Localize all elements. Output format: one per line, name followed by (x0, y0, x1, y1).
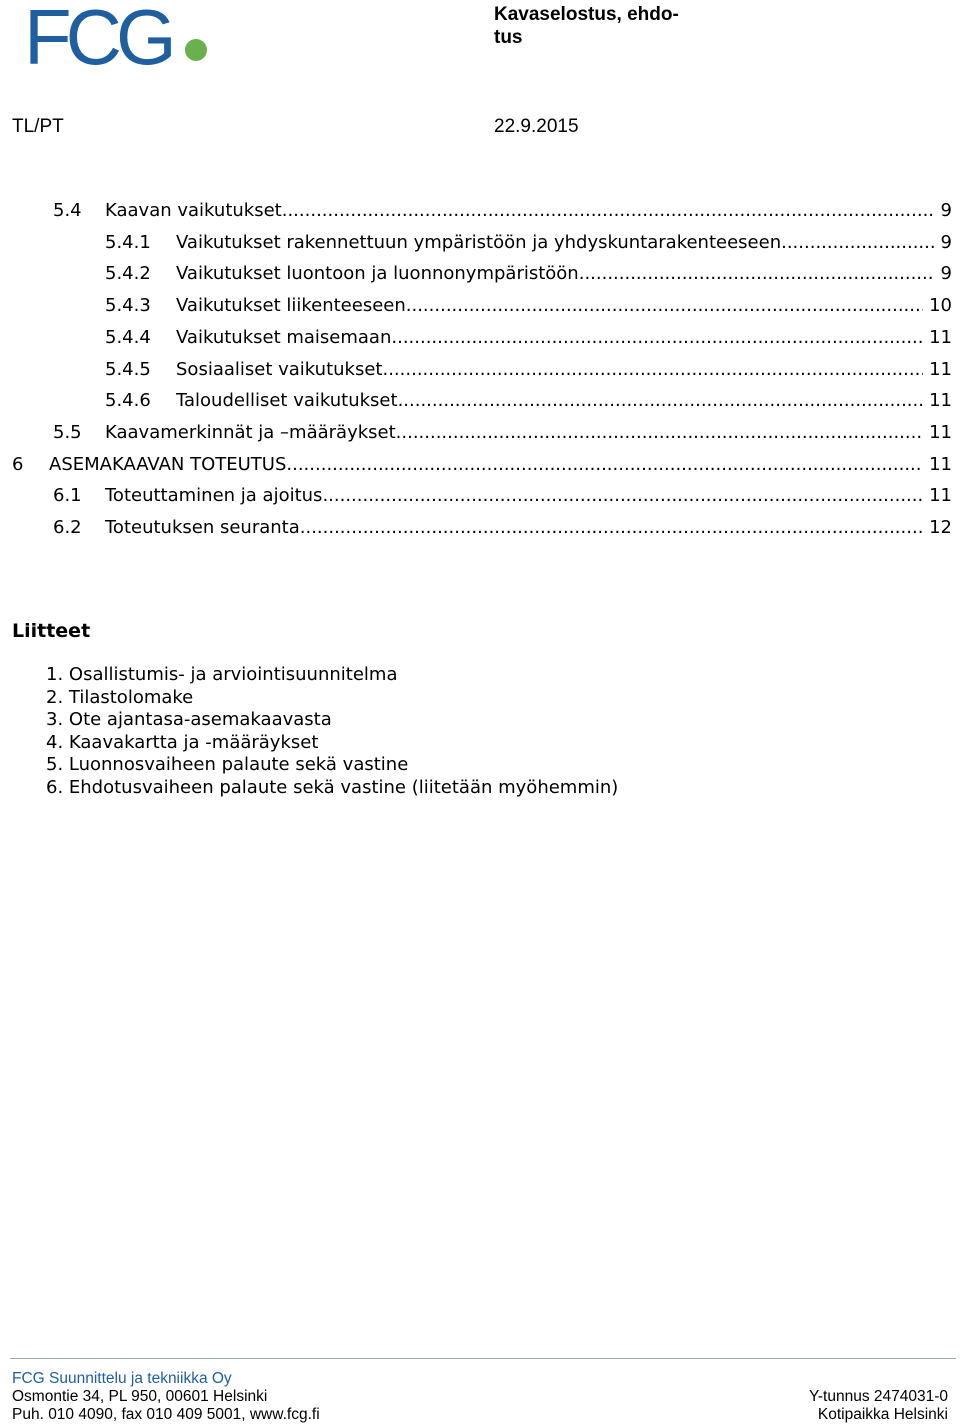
document-title-line2: tus (494, 27, 523, 48)
toc-entry[interactable] (105, 359, 952, 389)
toc-entry-title: Kaavan vaikutukset (105, 200, 282, 221)
document-date: 22.9.2015 (494, 116, 579, 137)
toc-entry-number: 5.4.1 (105, 231, 151, 253)
toc-leader-dots (286, 454, 923, 475)
appendix-item: 3. Ote ajantasa-asemakaavasta (46, 709, 332, 731)
appendix-item: 4. Kaavakartta ja -määräykset (46, 731, 319, 753)
toc-entry-page: 11 (929, 326, 952, 348)
toc-leader-dots (579, 263, 935, 284)
toc-entry-page: 11 (929, 485, 952, 507)
toc-entry[interactable] (53, 517, 952, 547)
toc-entry-title: Sosiaaliset vaikutukset (176, 358, 383, 380)
appendices-heading: Liitteet (12, 620, 91, 642)
toc-entry-page: 9 (940, 231, 952, 253)
toc-leader-dots (322, 485, 923, 506)
toc-leader-dots (781, 232, 934, 253)
toc-leader-dots (391, 327, 923, 348)
toc-entry-number: 5.4.6 (105, 390, 151, 412)
document-title-line1: Kavaselostus, ehdo- (494, 4, 679, 25)
appendix-item: 1. Osallistumis- ja arviointisuunnitelma (46, 664, 398, 685)
footer-company-name: FCG Suunnittelu ja tekniikka Oy (12, 1370, 232, 1387)
fcg-logo-icon (24, 4, 214, 68)
toc-entry-title: Vaikutukset liikenteeseen (176, 295, 406, 317)
footer-business-id: Y-tunnus 2474031-0 (808, 1388, 948, 1405)
toc-leader-dots (406, 295, 923, 316)
toc-entry[interactable] (105, 263, 952, 293)
appendix-item: 6. Ehdotusvaiheen palaute sekä vastine (liitetään myöhemmin) (46, 776, 619, 798)
fcg-logo (24, 4, 214, 68)
toc-leader-dots (282, 200, 935, 221)
toc-entry-title: Kaavamerkinnät ja –määräykset (105, 421, 396, 443)
toc-entry[interactable] (53, 422, 952, 452)
toc-entry-title: Toteutuksen seuranta (105, 517, 300, 538)
toc-entry-page: 9 (940, 200, 952, 221)
toc-entry-title: ASEMAKAAVAN TOTEUTUS (49, 453, 287, 475)
toc-leader-dots (398, 390, 924, 411)
footer-divider (10, 1358, 956, 1359)
appendix-list (46, 664, 618, 800)
author-initials: TL/PT (12, 116, 64, 137)
appendix-item: 5. Luonnosvaiheen palaute sekä vastine (46, 754, 409, 776)
toc-entry-number: 6 (12, 453, 24, 475)
toc-entry-title: Vaikutukset maisemaan (176, 326, 392, 348)
toc-entry[interactable] (105, 295, 952, 325)
toc-entry[interactable] (105, 390, 952, 420)
toc-entry-number: 5.4.4 (105, 326, 151, 348)
toc-entry[interactable] (53, 200, 952, 230)
toc-entry[interactable] (105, 327, 952, 357)
footer-registration-info (809, 1388, 948, 1424)
footer-company-info (12, 1370, 320, 1424)
toc-entry[interactable] (53, 485, 952, 515)
toc-entry-page: 11 (929, 421, 952, 443)
toc-leader-dots (382, 359, 923, 380)
toc-entry-number: 5.4.3 (105, 295, 151, 317)
toc-entry-page: 9 (940, 263, 952, 285)
toc-entry-number: 5.5 (53, 421, 82, 443)
toc-entry-title: Toteuttaminen ja ajoitus (105, 485, 323, 507)
footer-contact: Puh. 010 4090, fax 010 409 5001, www.fcg.fi (12, 1406, 320, 1423)
toc-entry-page: 12 (929, 517, 952, 538)
toc-entry-page: 11 (929, 358, 952, 380)
footer-address: Osmontie 34, PL 950, 00601 Helsinki (12, 1388, 268, 1405)
toc-leader-dots (396, 422, 923, 443)
toc-entry-title: Taloudelliset vaikutukset (176, 390, 398, 412)
toc-leader-dots (300, 517, 923, 538)
toc-entry[interactable] (105, 232, 952, 262)
toc-entry-title: Vaikutukset rakennettuun ympäristöön ja yhdyskuntarakenteeseen (176, 231, 782, 253)
toc-entry-number: 5.4 (53, 200, 82, 221)
toc-entry-page: 11 (929, 453, 952, 475)
logo-dot (185, 39, 207, 61)
footer-domicile: Kotipaikka Helsinki (817, 1406, 948, 1423)
appendix-item: 2. Tilastolomake (46, 686, 194, 708)
toc-entry-number: 5.4.5 (105, 358, 151, 380)
toc-entry-page: 11 (929, 390, 952, 412)
toc-entry-number: 6.2 (53, 517, 82, 538)
document-title (494, 3, 734, 49)
toc-entry-title: Vaikutukset luontoon ja luonnonympäristöön (176, 263, 579, 285)
logo-letters: FCG (24, 4, 171, 68)
toc-entry[interactable] (12, 454, 952, 484)
toc-entry-number: 6.1 (53, 485, 82, 507)
toc-entry-page: 10 (929, 295, 952, 317)
toc-entry-number: 5.4.2 (105, 263, 151, 285)
